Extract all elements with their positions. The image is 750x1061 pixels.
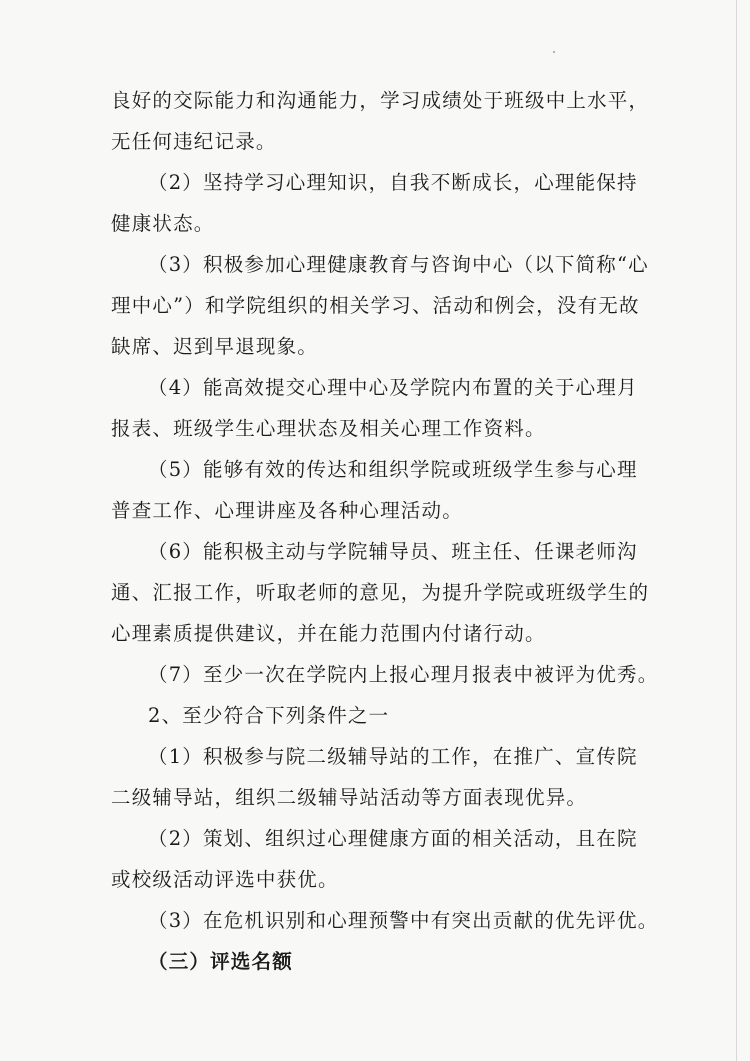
text-line-5: （3）积极参加心理健康教育与咨询中心（以下简称“心 (148, 253, 649, 276)
section-heading: （三）评选名额 (148, 950, 293, 973)
text-line-10: （5）能够有效的传达和组织学院或班级学生参与心理 (148, 458, 638, 481)
text-line-2: 无任何违纪记录。 (111, 130, 277, 153)
text-line-19: （2）策划、组织过心理健康方面的相关活动，且在院 (148, 827, 638, 850)
text-line-7: 缺席、迟到早退现象。 (111, 335, 319, 358)
text-line-4: 健康状态。 (111, 212, 215, 235)
text-line-3: （2）坚持学习心理知识，自我不断成长，心理能保持 (148, 171, 638, 194)
text-line-8: （4）能高效提交心理中心及学院内布置的关于心理月 (148, 376, 638, 399)
text-line-6: 理中心”）和学院组织的相关学习、活动和例会，没有无故 (111, 294, 640, 317)
page-edge-line (736, 0, 737, 1061)
text-line-14: 心理素质提供建议，并在能力范围内付诸行动。 (111, 622, 546, 645)
text-line-12: （6）能积极主动与学院辅导员、班主任、任课老师沟 (148, 540, 638, 563)
text-line-18: 二级辅导站，组织二级辅导站活动等方面表现优异。 (111, 786, 588, 809)
text-line-17: （1）积极参与院二级辅导站的工作，在推广、宣传院 (148, 745, 638, 768)
text-line-21: （3）在危机识别和心理预警中有突出贡献的优先评优。 (148, 909, 659, 932)
text-line-9: 报表、班级学生心理状态及相关心理工作资料。 (111, 417, 546, 440)
text-line-13: 通、汇报工作，听取老师的意见，为提升学院或班级学生的 (111, 581, 650, 604)
text-line-16: 2、至少符合下列条件之一 (148, 704, 390, 727)
text-line-20: 或校级活动评选中获优。 (111, 868, 339, 891)
text-line-11: 普查工作、心理讲座及各种心理活动。 (111, 499, 463, 522)
text-line-15: （7）至少一次在学院内上报心理月报表中被评为优秀。 (148, 663, 659, 686)
text-line-1: 良好的交际能力和沟通能力，学习成绩处于班级中上水平， (111, 89, 650, 112)
scan-speck (553, 51, 555, 53)
